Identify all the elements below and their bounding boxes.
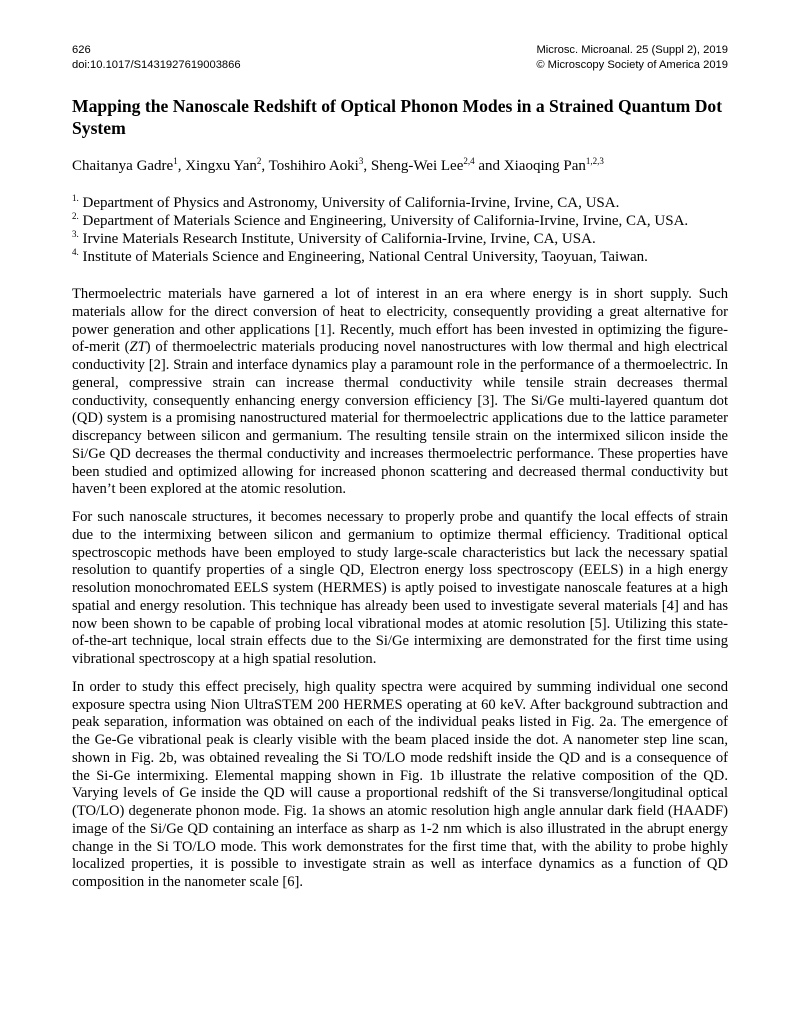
affiliation-text: Institute of Materials Science and Engineering, National Central University, Taoyuan, Taiwan. (78, 249, 648, 265)
author-affiliation-marker: 1 (173, 156, 178, 166)
author (371, 158, 504, 174)
paragraph-3: In order to study this effect precisely, high quality spectra were acquired by summing individual one second exposure spectra using Nion UltraSTEM 200 HERMES operating at 60 keV. After background subtraction and peak separation, information was obtained on each of the individual peaks listed in Fig. 2a. The emergence of the Ge-Ge vibrational peak is clearly visible with the beam placed inside the dot. A nanometer step line scan, shown in Fig. 2b, was obtained revealing the Si TO/LO mode redshift inside the QD and is a consequence of the Si-Ge intermixing. Elemental mapping shown in Fig. 1b illustrate the relative composition of the QD. Varying levels of Ge inside the QD will cause a proportional redshift of the Si transverse/longitudinal optical (TO/LO) degenerate phonon mode. Fig. 1a shows an atomic resolution high angle annular dark field (HAADF) image of the Si/Ge QD containing an interface as sharp as 1-2 nm which is also illustrated in the abrupt energy change in the Si TO/LO mode. This work demonstrates for the first time that, with the ability to probe highly localized properties, it is possible to investigate strain as well as interface dynamics as a function of QD composition in the nanometer scale [6]. (72, 678, 728, 890)
affiliation-text: Department of Physics and Astronomy, University of California-Irvine, Irvine, CA, USA. (78, 195, 620, 211)
paragraph-text: Thermoelectric materials have garnered a lot of interest in an era where energy is in short supply. Such materials allow for the direct conversion of heat to electricity, consequently providing a great alternative for power generation and other applications [1]. Recently, much effort has been invested in optimizing the figure-of-merit ( (72, 286, 728, 356)
author-name: Sheng-Wei Lee (370, 158, 464, 174)
affiliation-text: Irvine Materials Research Institute, University of California-Irvine, Irvine, CA, USA. (78, 231, 596, 247)
author (504, 158, 604, 174)
author-separator: and (474, 158, 504, 174)
author-name: Toshihiro Aoki (268, 158, 359, 174)
author-affiliation-marker: 2,4 (463, 156, 475, 166)
doi: doi:10.1017/S1431927619003866 (72, 59, 241, 71)
header-right (536, 43, 728, 73)
author-affiliation-marker: 3 (358, 156, 364, 166)
author-name: Xingxu Yan (185, 158, 257, 174)
author-affiliation-marker: 2 (256, 156, 262, 166)
paragraph-text: ) of thermoelectric materials producing novel nanostructures with low thermal and high electrical conductivity [2]. Strain and interface dynamics play a paramount role in the performance of a thermoelectric. In general, compressive strain can increase thermal conductivity while tensile strain decreases thermal conductivity, consequently enhancing energy conversion efficiency [3]. The Si/Ge multi-layered quantum dot (QD) system is a promising nanostructured material for thermoelectric applications due to the lattice parameter discrepancy between silicon and germanium. The resulting tensile strain on the intermixed silicon inside the Si/Ge QD decreases the thermal conductivity and increases thermoelectric performance. These properties have been studied and optimized allowing for increased phonon scattering and decreased thermal conductivity but haven’t been explored at the atomic resolution. (72, 339, 728, 498)
author-name: Chaitanya Gadre (72, 158, 174, 174)
affiliation-number: 3. (72, 229, 79, 239)
page-number: 626 (72, 44, 91, 56)
affiliation (72, 248, 752, 266)
affiliation (72, 230, 752, 248)
journal-citation: Microsc. Microanal. 25 (Suppl 2), 2019 (536, 44, 728, 56)
author-list (72, 157, 732, 175)
author-separator: , (177, 158, 186, 174)
affiliation-list (72, 194, 752, 266)
author-separator: , (261, 158, 269, 174)
abstract-body (72, 286, 728, 902)
affiliation-number: 2. (72, 211, 79, 221)
paragraph-2: For such nanoscale structures, it becomes necessary to properly probe and quantify the local effects of strain due to the intermixing between silicon and germanium to optimize thermal efficiency. Traditional optical spectroscopic methods have been employed to study large-scale characteristics but lack the necessary spatial resolution to quantify properties of a single QD, Electron energy loss spectroscopy (EELS) in a high energy resolution monochromated EELS system (HERMES) is aptly poised to investigate nanoscale features at a high spatial and energy resolution. This technique has already been used to investigate several materials [4] and has now been shown to be capable of probing local vibrational modes at atomic resolution [5]. Utilizing this state-of-the-art technique, local strain effects due to the Si/Ge intermixing are demonstrated for the first time using vibrational spectroscopy at a high spatial resolution. (72, 509, 728, 667)
affiliation-number: 1. (72, 193, 79, 203)
author (72, 158, 185, 174)
author-name: Xiaoqing Pan (503, 158, 586, 174)
author-affiliation-marker: 1,2,3 (585, 156, 604, 166)
author (185, 158, 268, 174)
italic-term: ZT (129, 339, 146, 356)
paragraph-1 (72, 286, 728, 499)
affiliation (72, 212, 752, 230)
affiliation-number: 4. (72, 247, 79, 257)
header-left (72, 43, 241, 73)
author (269, 158, 371, 174)
affiliation-text: Department of Materials Science and Engineering, University of California-Irvine, Irvine, CA, USA. (78, 213, 689, 229)
affiliation (72, 194, 752, 212)
copyright: © Microscopy Society of America 2019 (536, 59, 728, 71)
author-separator: , (363, 158, 371, 174)
paper-title: Mapping the Nanoscale Redshift of Optical Phonon Modes in a Strained Quantum Dot System (72, 96, 723, 138)
